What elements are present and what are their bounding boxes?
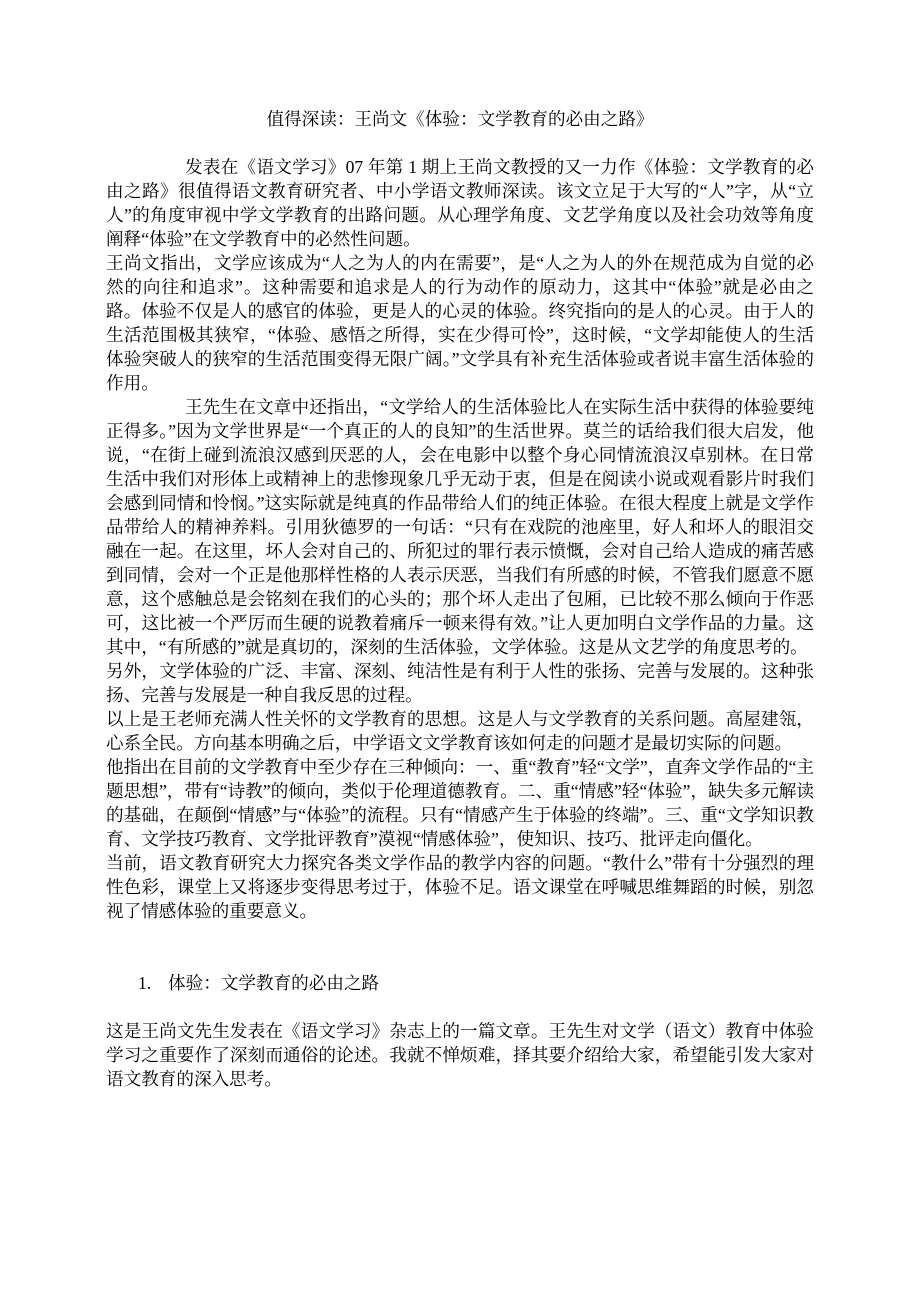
paragraph-humanistic-care: 以上是王老师充满人性关怀的文学教育的思想。这是人与文学教育的关系问题。高屋建瓴，心系全民。方向基本明确之后，中学语文文学教育该如何走的问题才是最切实际的问题。: [106, 709, 814, 753]
document-title: 值得深读：王尚文《体验：文学教育的必由之路》: [266, 109, 654, 129]
paragraph-inner-need: 王尚文指出，文学应该成为“人之为人的内在需要”，是“人之为人的外在规范成为自觉的必然的向往和追求”。这种需要和追求是人的行为动作的原动力，这其中“体验”就是必由之路。体验不仅是人的感官的体验，更是人的心灵的体验。终究指向的是人的心灵。由于人的生活范围极其狭窄，“体验、感悟之所得，实在少得可怜”，这时候，“文学却能使人的生活体验突破人的狭窄的生活范围变得无限广阔。”文学具有补充生活体验或者说丰富生活体验的作用。: [106, 253, 814, 393]
numbered-heading: [106, 971, 814, 995]
heading-label: 体验：文学教育的必由之路: [168, 973, 380, 993]
paragraph-pure-experience: 王先生在文章中还指出，“文学给人的生活体验比人在实际生活中获得的体验要纯正得多。”因为文学世界是“一个真正的人的良知”的生活世界。莫兰的话给我们很大启发，他说，“在街上碰到流浪汉感到厌恶的人，会在电影中以整个身心同情流浪汉卓别林。在日常生活中我们对形体上或精神上的悲惨现象几乎无动于衷，但是在阅读小说或观看影片时我们会感到同情和怜悯。”这实际就是纯真的作品带给人们的纯正体验。在很大程度上就是文学作品带给人的精神养料。引用狄德罗的一句话：“只有在戏院的池座里，好人和坏人的眼泪交融在一起。在这里，坏人会对自己的、所犯过的罪行表示愤慨，会对自己给人造成的痛苦感到同情，会对一个正是他那样性格的人表示厌恶，当我们有所感的时候，不管我们愿意不愿意，这个感触总是会铭刻在我们的心头的；那个坏人走出了包厢，已比较不那么倾向于作恶可，这比被一个严厉而生硬的说教着痛斥一顿来得有效。”让人更加明白文学作品的力量。这其中，“有所感的”就是真切的，深刻的生活体验，文学体验。这是从文艺学的角度思考的。: [106, 397, 814, 657]
paragraph-self-reflection: 另外，文学体验的广泛、丰富、深刻、纯洁性是有利于人性的张扬、完善与发展的。这种张扬、完善与发展是一种自我反思的过程。: [106, 661, 814, 705]
blank-line: [106, 995, 814, 1019]
closing-paragraph: 这是王尚文先生发表在《语文学习》杂志上的一篇文章。王先生对文学（语文）教育中体验学习之重要作了深刻而通俗的论述。我就不惮烦难，择其要介绍给大家，希望能引发大家对语文教育的深入思考。: [106, 1021, 814, 1089]
paragraph-three-tendencies: 他指出在目前的文学教育中至少存在三种倾向：一、重“教育”轻“文学”，直奔文学作品的“主题思想”，带有“诗教”的倾向，类似于伦理道德教育。二、重“情感”轻“体验”，缺失多元解读的基础，在颠倒“情感”与“体验”的流程。只有“情感产生于体验的终端”。三、重“文学知识教育、文学技巧教育、文学批评教育”漠视“情感体验”，使知识、技巧、批评走向僵化。: [106, 757, 814, 849]
paragraph-current-research: 当前，语文教育研究大力探究各类文学作品的教学内容的问题。“教什么”带有十分强烈的理性色彩，课堂上又将逐步变得思考过于，体验不足。语文课堂在呼喊思维舞蹈的时候，别忽视了情感体验的重要意义。: [106, 853, 814, 921]
paragraph-intro: 发表在《语文学习》07 年第 1 期上王尚文教授的又一力作《体验：文学教育的必由之路》很值得语文教育研究者、中小学语文教师深读。该文立足于大写的“人”字，从“立人”的角度审视中学文学教育的出路问题。从心理学角度、文艺学角度以及社会功效等角度阐释“体验”在文学教育中的必然性问题。: [106, 157, 814, 249]
blank-line: [106, 131, 814, 155]
blank-line: [106, 923, 814, 971]
heading-number: 1.: [138, 973, 152, 993]
